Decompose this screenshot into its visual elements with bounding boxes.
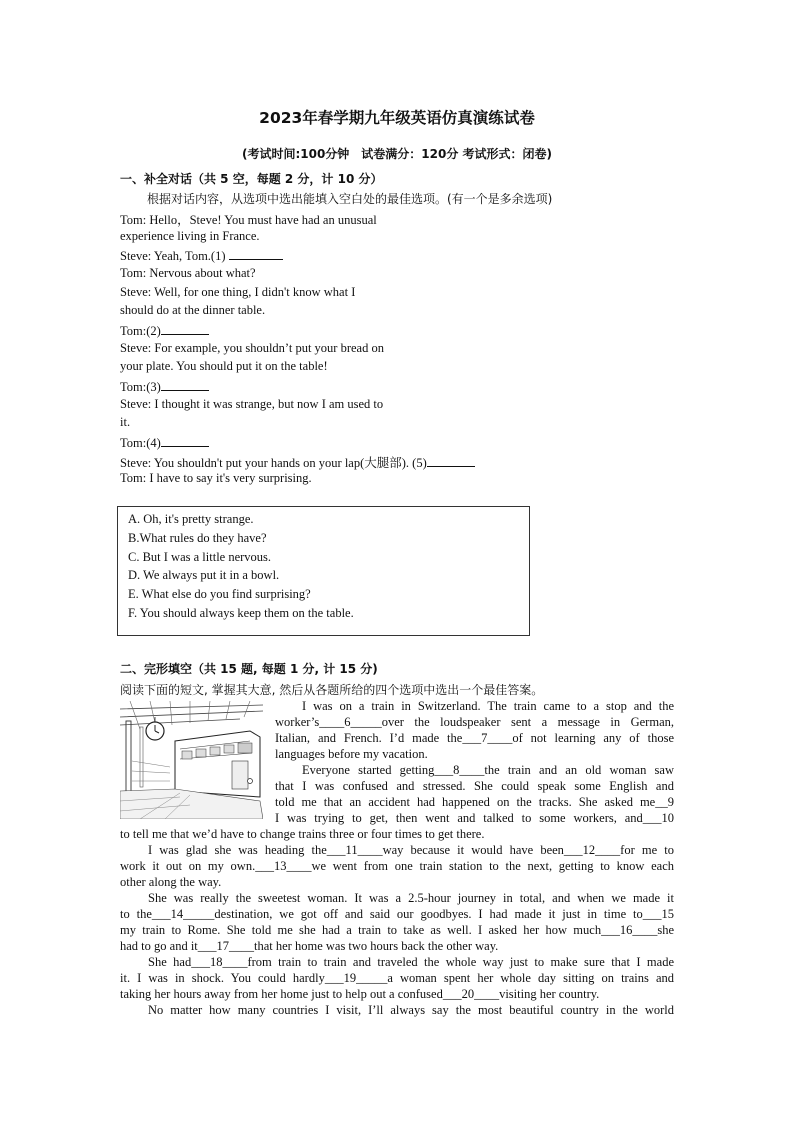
dialogue-line: Tom: I have to say it's very surprising. xyxy=(120,471,312,485)
option-b[interactable]: B.What rules do they have? xyxy=(128,531,267,545)
passage-line: I was on a train in Switzerland. The train came to a stop and the xyxy=(302,699,674,713)
section2-instruction: 阅读下面的短文, 掌握其大意, 然后从各题所给的四个选项中选出一个最佳答案。 xyxy=(120,683,544,697)
passage-line: it. I was in shock. You could hardly___19_____a woman spent her whole day sitting on trains and xyxy=(120,971,674,985)
dialogue-line: should do at the dinner table. xyxy=(120,303,266,317)
passage-line: I was glad she was heading the___11____way because it would have been___12____for me to xyxy=(148,843,674,857)
passage-line: Everyone started getting___8____the train and an old woman saw xyxy=(302,763,674,777)
exam-info: (考试时间:100分钟 试卷满分：120分 考试形式：闭卷) xyxy=(241,147,553,161)
passage-line: She was really the sweetest woman. It was a 2.5-hour journey in total, and when we made it xyxy=(148,891,674,905)
dialogue-line xyxy=(120,378,209,395)
dialogue-line xyxy=(120,434,209,451)
passage-line: She had___18____from train to train and traveled the whole way just to make sure that I made xyxy=(148,955,674,969)
option-f[interactable]: F. You should always keep them on the table. xyxy=(128,606,354,620)
answer-blank-2[interactable] xyxy=(161,322,209,335)
page-title: 2023年春学期九年级英语仿真演练试卷 xyxy=(259,109,535,127)
dialogue-line: Steve: Well, for one thing, I didn't know what I xyxy=(120,285,356,299)
answer-blank-1[interactable] xyxy=(229,247,283,260)
passage-line: languages before my vacation. xyxy=(275,747,428,761)
dialogue-line: experience living in France. xyxy=(120,229,260,243)
dialogue-line: it. xyxy=(120,415,131,429)
dialogue-line: Steve: I thought it was strange, but now I am used to xyxy=(120,397,384,411)
section1-instruction: 根据对话内容，从选项中选出能填入空白处的最佳选项。(有一个是多余选项) xyxy=(147,192,553,206)
dialogue-line: your plate. You should put it on the table! xyxy=(120,359,328,373)
section2-heading: 二、完形填空（共 15 题, 每题 1 分, 计 15 分) xyxy=(120,662,378,676)
passage-line: work it out on my own.___13____we went from one train station to the next, getting to know each xyxy=(120,859,674,873)
passage-line: that I was confused and stressed. She could speak some English and xyxy=(275,779,674,793)
option-d[interactable]: D. We always put it in a bowl. xyxy=(128,568,280,582)
dialogue-line: Tom: Nervous about what? xyxy=(120,266,256,280)
passage-line: to tell me that we’d have to change trains three or four times to get there. xyxy=(120,827,485,841)
dialogue-line: Tom: Hello，Steve! You must have had an unusual xyxy=(120,213,377,227)
passage-line: worker’s____6_____over the loudspeaker sent a message in German, xyxy=(275,715,674,729)
dialogue-line: Steve: For example, you shouldn’t put your bread on xyxy=(120,341,384,355)
dialogue-text: Tom:(3) xyxy=(120,380,161,394)
passage-line: told me that an accident had happened on the tracks. She asked me__9 xyxy=(275,795,674,809)
train-station-illustration-icon xyxy=(120,701,263,819)
passage-line: my train to Rome. She told me she had a train to take as well. I asked her how much___16____she xyxy=(120,923,674,937)
passage-line: to the___14_____destination, we got off and said our goodbyes. I had made it just in time to___15 xyxy=(120,907,674,921)
dialogue-text: Steve: You shouldn't put your hands on your lap(大腿部). (5) xyxy=(120,456,427,470)
passage-line: Italian, and French. I’d made the___7____of not learning any of those xyxy=(275,731,674,745)
dialogue-text: Steve: Yeah, Tom.(1) xyxy=(120,249,229,263)
answer-blank-4[interactable] xyxy=(161,434,209,447)
passage-line: No matter how many countries I visit, I’ll always say the most beautiful country in the world xyxy=(148,1003,674,1017)
passage-line: other along the way. xyxy=(120,875,222,889)
dialogue-text: Tom:(4) xyxy=(120,436,161,450)
dialogue-line xyxy=(120,247,283,264)
option-e[interactable]: E. What else do you find surprising? xyxy=(128,587,311,601)
passage-line: taking her hours away from her home just to help out a confused___20____visiting her country. xyxy=(120,987,600,1001)
option-a[interactable]: A. Oh, it's pretty strange. xyxy=(128,512,254,526)
dialogue-text: Tom:(2) xyxy=(120,324,161,338)
dialogue-line xyxy=(120,453,475,471)
answer-blank-5[interactable] xyxy=(427,454,475,467)
passage-line: had to go and it___17____that her home was two hours back the other way. xyxy=(120,939,499,953)
passage-line: I was trying to get, then went and talked to some workers, and___10 xyxy=(275,811,674,825)
option-c[interactable]: C. But I was a little nervous. xyxy=(128,550,272,564)
dialogue-line xyxy=(120,322,209,339)
answer-blank-3[interactable] xyxy=(161,378,209,391)
options-box xyxy=(117,506,530,636)
section1-heading: 一、补全对话（共 5 空，每题 2 分，计 10 分） xyxy=(120,172,383,186)
